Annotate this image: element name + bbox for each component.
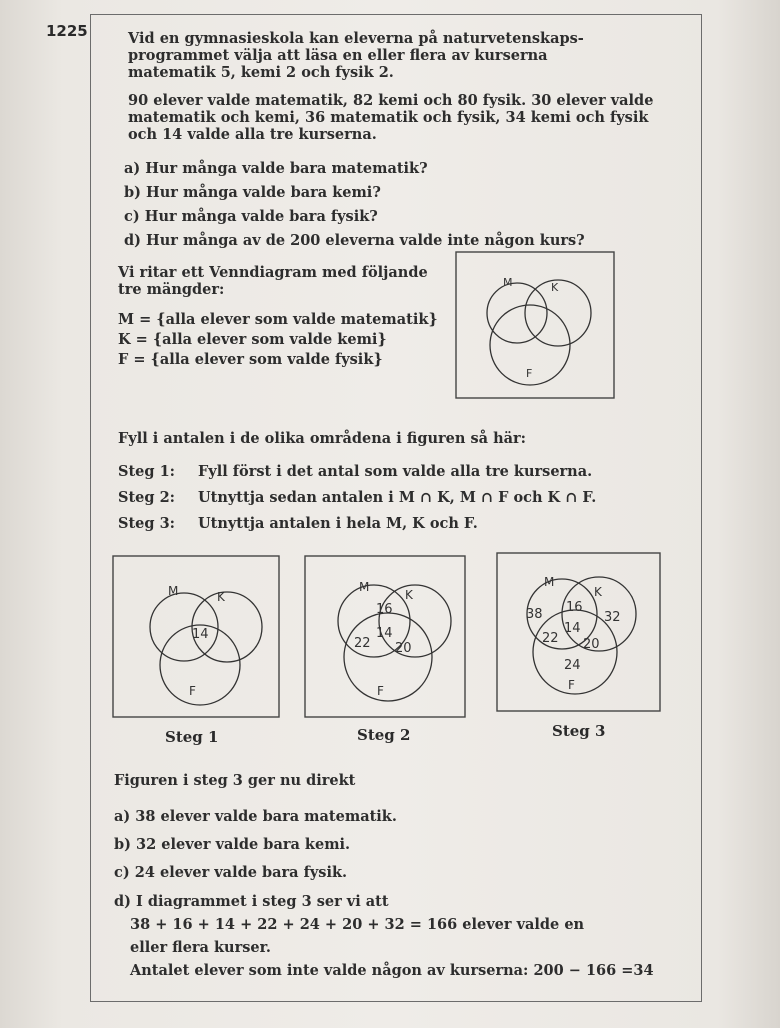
label-m: M <box>359 580 370 594</box>
data-line: 90 elever valde matematik, 82 kemi och 80 fysik. 30 elever valde <box>128 92 654 109</box>
region-m-only: 38 <box>526 607 543 622</box>
region-kf: 20 <box>395 641 412 656</box>
answer-a: a) 38 elever valde bara matematik. <box>114 808 397 825</box>
set-definitions <box>118 310 448 370</box>
region-mk: 16 <box>566 600 583 615</box>
step-text: Fyll först i det antal som valde alla tre kurserna. <box>198 463 593 480</box>
step-list <box>118 459 688 537</box>
region-mkf: 14 <box>192 627 209 642</box>
answer-d <box>114 890 699 982</box>
venn-diagram-step-3 <box>496 552 661 712</box>
intro-line: matematik 5, kemi 2 och fysik 2. <box>128 64 394 81</box>
answer-c: c) 24 elever valde bara fysik. <box>114 864 348 881</box>
step-text: Utnyttja sedan antalen i M ∩ K, M ∩ F och K ∩ F. <box>198 489 597 506</box>
problem-intro <box>128 30 688 81</box>
region-kf: 20 <box>583 637 600 652</box>
region-k-only: 32 <box>604 610 621 625</box>
label-k: K <box>594 585 602 599</box>
data-line: och 14 valde alla tre kurserna. <box>128 126 377 143</box>
label-m: M <box>168 584 179 598</box>
venn-intro <box>118 264 448 298</box>
region-mk: 16 <box>376 602 393 617</box>
region-mf: 22 <box>354 636 371 651</box>
step-3 <box>118 511 688 537</box>
step-2 <box>118 485 688 511</box>
answer-list <box>114 803 694 887</box>
label-f: F <box>377 684 384 698</box>
label-m: M <box>544 575 555 589</box>
caption-step-3: Steg 3 <box>552 722 606 740</box>
region-mf: 22 <box>542 631 559 646</box>
venn-intro-line: Vi ritar ett Venndiagram med följande <box>118 264 428 281</box>
circle-m <box>487 283 547 343</box>
intro-line: programmet välja att läsa en eller flera av kurserna <box>128 47 548 64</box>
answer-b: b) 32 elever valde bara kemi. <box>114 836 351 853</box>
fill-instruction: Fyll i antalen i de olika områdena i figuren så här: <box>118 430 527 447</box>
label-k: K <box>217 590 225 604</box>
venn-diagram-step-1 <box>112 555 280 718</box>
set-f-definition: F = {alla elever som valde fysik} <box>118 351 383 368</box>
problem-data <box>128 92 698 143</box>
caption-step-1: Steg 1 <box>165 728 219 746</box>
question-list <box>124 157 684 253</box>
question-b: b) Hur många valde bara kemi? <box>124 184 381 201</box>
problem-number: 1225 <box>46 22 88 40</box>
venn-diagram-step-2 <box>304 555 466 718</box>
caption-step-2: Steg 2 <box>357 726 411 744</box>
region-mkf: 14 <box>564 621 581 636</box>
circle-k <box>379 585 451 657</box>
region-mkf: 14 <box>376 626 393 641</box>
label-f: F <box>189 684 196 698</box>
data-line: matematik och kemi, 36 matematik och fysik, 34 kemi och fysik <box>128 109 649 126</box>
answer-d-result: Antalet elever som inte valde någon av kurserna: 200 − 166 =34 <box>130 962 654 979</box>
conclusion-heading: Figuren i steg 3 ger nu direkt <box>114 772 356 789</box>
label-f: F <box>568 678 575 692</box>
answer-d-line: d) I diagrammet i steg 3 ser vi att <box>114 893 389 910</box>
label-k: K <box>551 281 559 294</box>
label-f: F <box>526 367 533 380</box>
question-d: d) Hur många av de 200 eleverna valde inte någon kurs? <box>124 232 585 249</box>
venn-universe-box <box>456 252 614 398</box>
step-label: Steg 1: <box>118 463 176 480</box>
step-label: Steg 3: <box>118 515 176 532</box>
set-k-definition: K = {alla elever som valde kemi} <box>118 331 387 348</box>
question-a: a) Hur många valde bara matematik? <box>124 160 428 177</box>
set-m-definition: M = {alla elever som valde matematik} <box>118 311 438 328</box>
venn-diagram-empty <box>455 251 615 399</box>
answer-d-line: eller flera kurser. <box>130 939 271 956</box>
answer-d-sum: 38 + 16 + 14 + 22 + 24 + 20 + 32 = 166 elever valde en <box>130 916 585 933</box>
intro-line: Vid en gymnasieskola kan eleverna på naturvetenskaps- <box>128 30 584 47</box>
step-text: Utnyttja antalen i hela M, K och F. <box>198 515 478 532</box>
step-1 <box>118 459 688 485</box>
question-c: c) Hur många valde bara fysik? <box>124 208 378 225</box>
step-label: Steg 2: <box>118 489 176 506</box>
region-f-only: 24 <box>564 658 581 673</box>
label-k: K <box>405 588 413 602</box>
label-m: M <box>503 276 513 289</box>
venn-intro-line: tre mängder: <box>118 281 225 298</box>
